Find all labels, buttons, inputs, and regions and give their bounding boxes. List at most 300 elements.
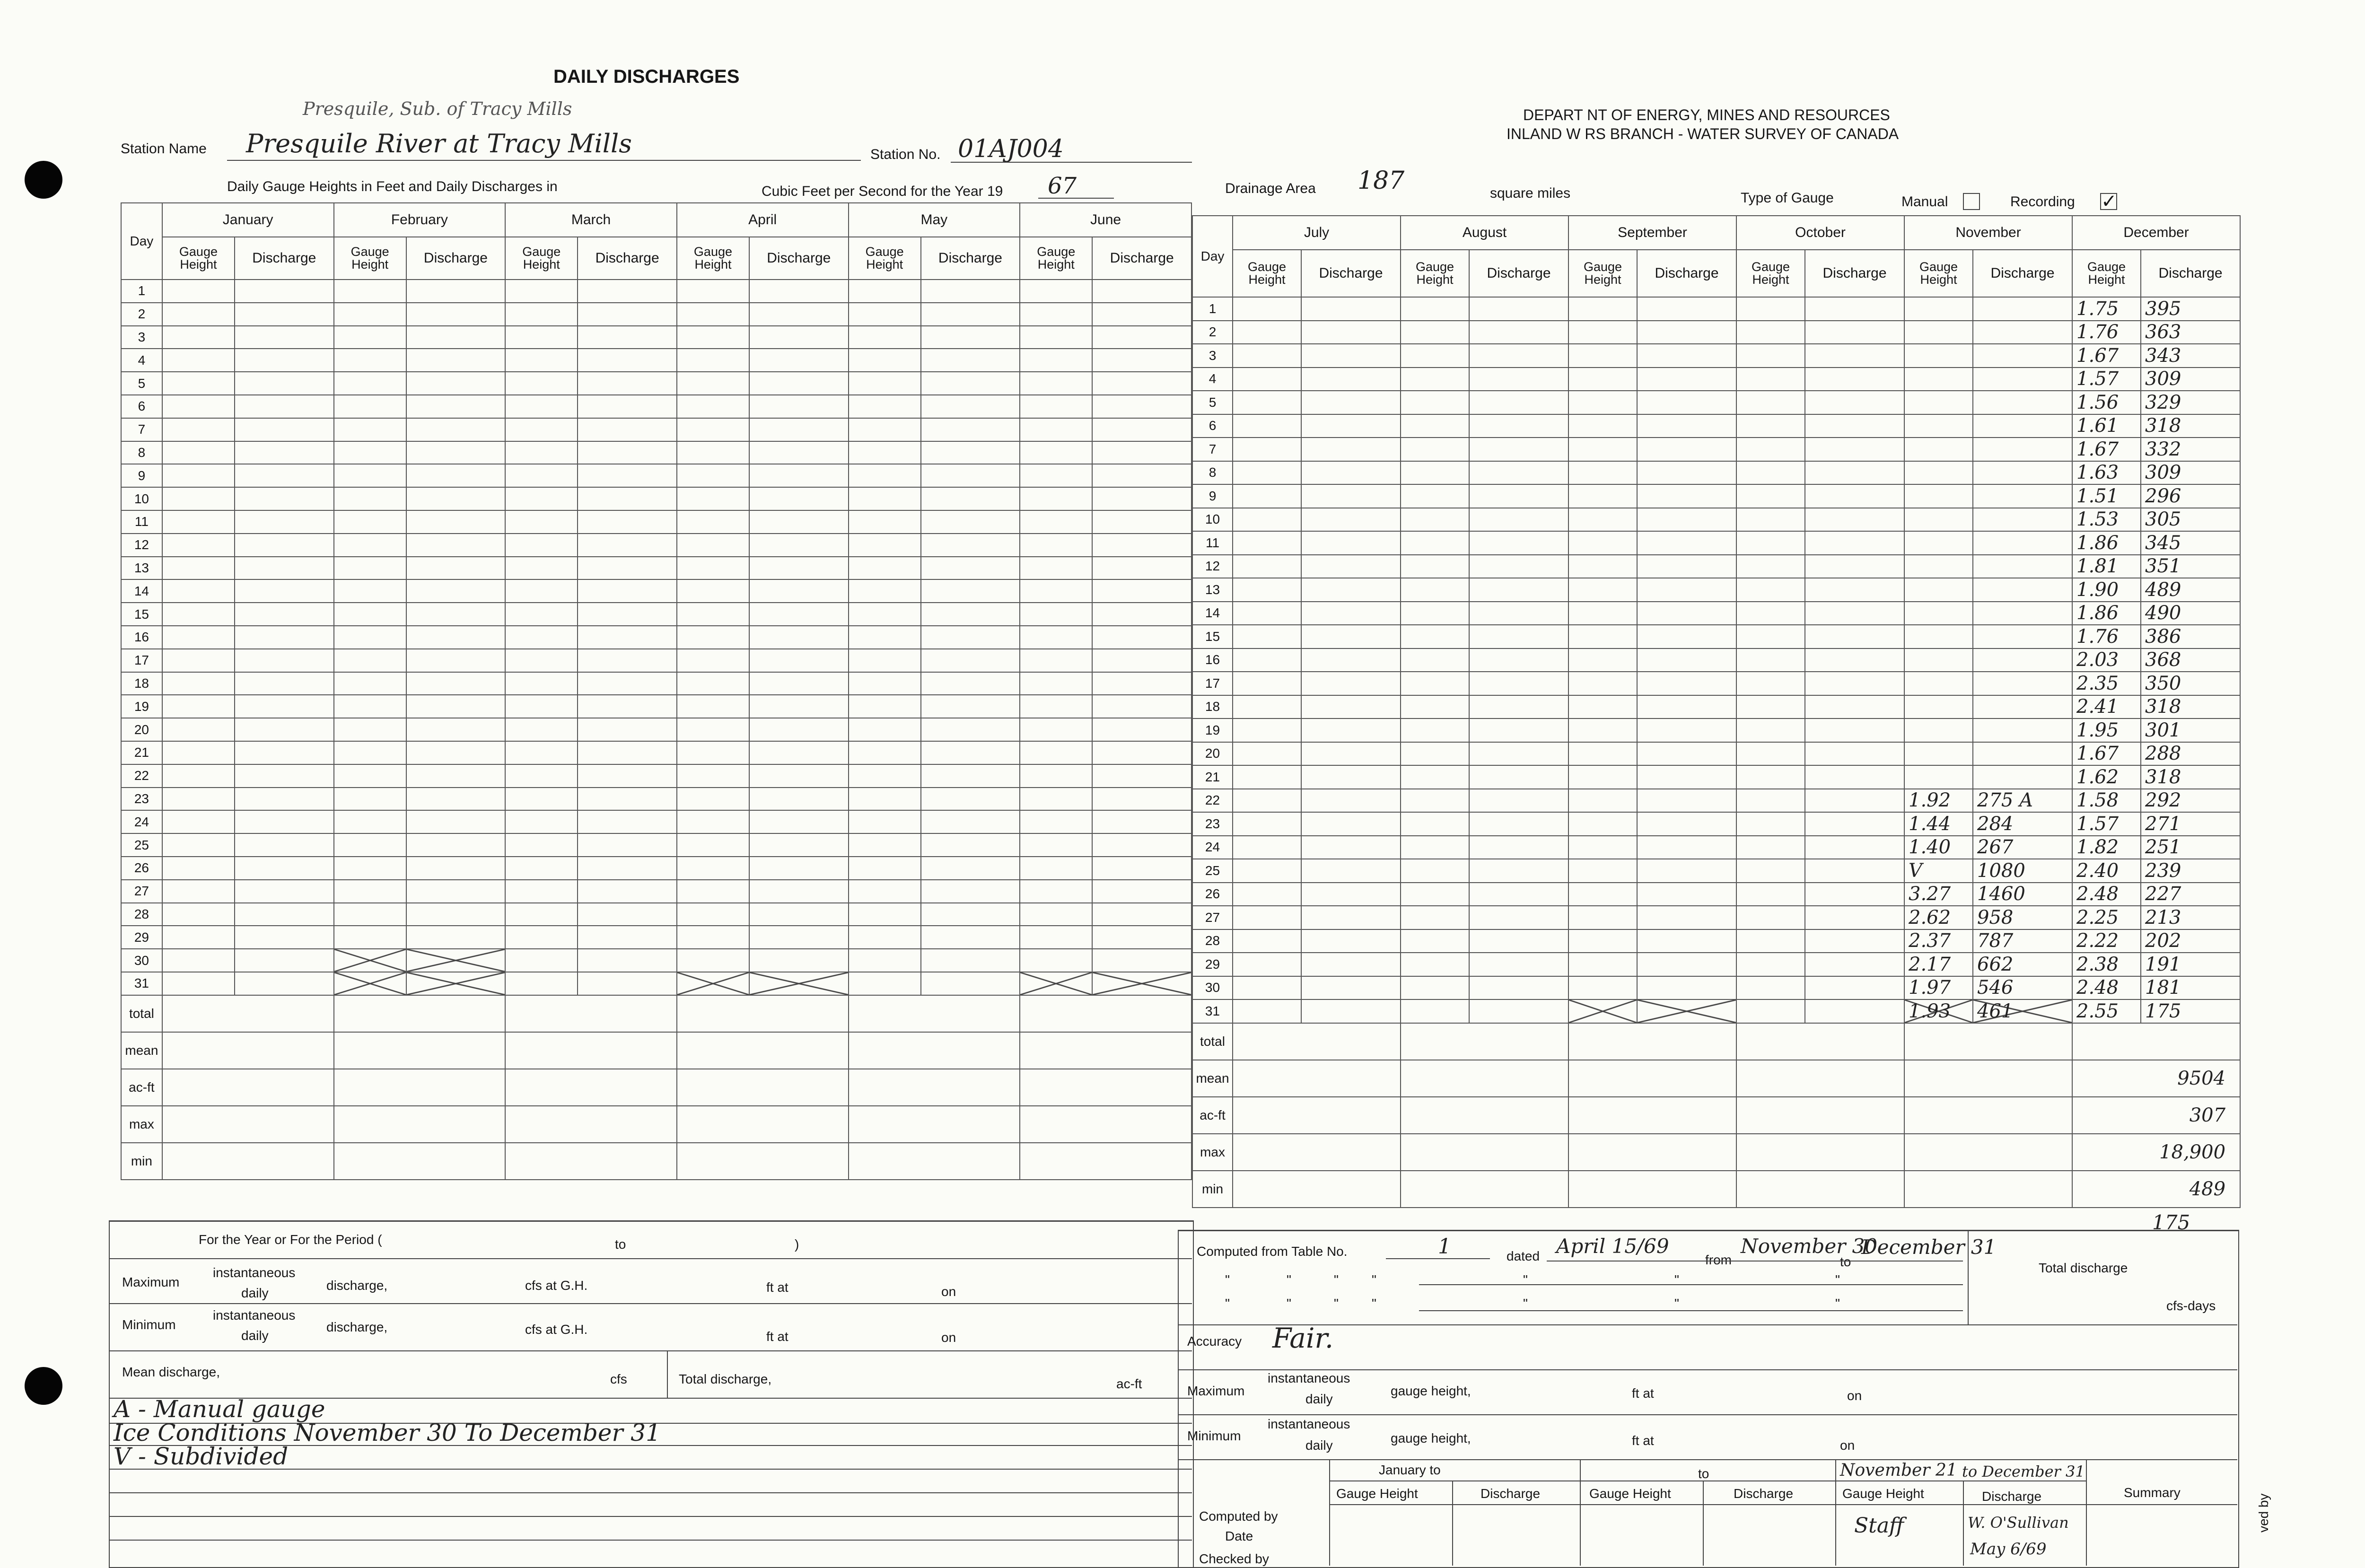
left-gauge-height-cell[interactable] — [1020, 579, 1092, 603]
right-discharge-cell[interactable] — [1469, 344, 1568, 368]
right-discharge-cell[interactable] — [1805, 929, 1904, 953]
right-gauge-height-cell[interactable] — [1233, 321, 1301, 344]
right-gauge-height-cell[interactable] — [1736, 929, 1805, 953]
left-discharge-cell[interactable] — [578, 649, 676, 672]
left-discharge-cell[interactable] — [1092, 418, 1191, 441]
right-discharge-cell[interactable] — [1637, 953, 1736, 976]
left-gauge-height-cell[interactable] — [162, 857, 235, 880]
right-summary-cell[interactable] — [1904, 1023, 2072, 1060]
right-gauge-height-cell[interactable]: 2.38 — [2072, 953, 2141, 976]
left-discharge-cell[interactable] — [578, 626, 676, 649]
left-discharge-cell[interactable] — [235, 972, 333, 995]
right-gauge-height-cell[interactable]: 1.57 — [2072, 812, 2141, 836]
left-gauge-height-cell[interactable] — [1020, 903, 1092, 926]
right-discharge-cell[interactable] — [1301, 765, 1401, 789]
left-discharge-cell[interactable] — [749, 372, 848, 395]
right-gauge-height-cell[interactable]: 2.35 — [2072, 672, 2141, 695]
right-discharge-cell[interactable] — [1973, 321, 2072, 344]
left-gauge-height-cell[interactable] — [849, 695, 921, 718]
left-gauge-height-cell[interactable] — [677, 557, 749, 580]
right-discharge-cell[interactable]: 318 — [2141, 695, 2240, 719]
left-discharge-cell[interactable] — [235, 487, 333, 510]
right-gauge-height-cell[interactable]: 1.86 — [2072, 531, 2141, 555]
left-discharge-cell[interactable] — [749, 326, 848, 349]
right-discharge-cell[interactable]: 227 — [2141, 883, 2240, 906]
right-discharge-cell[interactable] — [1805, 906, 1904, 929]
right-discharge-cell[interactable] — [1805, 883, 1904, 906]
left-discharge-cell[interactable] — [1092, 557, 1191, 580]
right-summary-cell[interactable] — [1233, 1171, 1401, 1208]
right-discharge-cell[interactable]: 1080 — [1973, 859, 2072, 883]
left-discharge-cell[interactable] — [406, 487, 505, 510]
left-discharge-cell[interactable] — [749, 741, 848, 764]
left-discharge-cell[interactable] — [235, 303, 333, 326]
right-gauge-height-cell[interactable] — [1568, 414, 1637, 438]
left-discharge-cell[interactable] — [1092, 741, 1191, 764]
left-discharge-cell[interactable] — [406, 349, 505, 372]
right-gauge-height-cell[interactable] — [1904, 344, 1973, 368]
left-gauge-height-cell[interactable] — [1020, 349, 1092, 372]
right-summary-cell[interactable] — [1233, 1097, 1401, 1134]
left-discharge-cell[interactable] — [1092, 510, 1191, 534]
left-discharge-cell[interactable] — [921, 810, 1020, 833]
right-gauge-height-cell[interactable]: 1.62 — [2072, 765, 2141, 789]
left-gauge-height-cell[interactable] — [505, 857, 578, 880]
right-discharge-cell[interactable] — [1637, 836, 1736, 859]
left-discharge-cell[interactable] — [921, 579, 1020, 603]
left-discharge-cell[interactable] — [749, 764, 848, 788]
left-gauge-height-cell[interactable] — [505, 534, 578, 557]
right-gauge-height-cell[interactable] — [1233, 414, 1301, 438]
right-gauge-height-cell[interactable]: 1.81 — [2072, 555, 2141, 578]
right-discharge-cell[interactable] — [1805, 976, 1904, 1000]
right-gauge-height-cell[interactable] — [1904, 368, 1973, 391]
left-discharge-cell[interactable] — [578, 579, 676, 603]
right-discharge-cell[interactable] — [1301, 695, 1401, 719]
right-discharge-cell[interactable] — [1805, 438, 1904, 461]
left-discharge-cell[interactable] — [1092, 372, 1191, 395]
right-gauge-height-cell[interactable] — [1736, 484, 1805, 508]
left-summary-cell[interactable] — [1020, 995, 1191, 1032]
right-gauge-height-cell[interactable] — [1568, 812, 1637, 836]
right-gauge-height-cell[interactable] — [1736, 883, 1805, 906]
left-gauge-height-cell[interactable] — [505, 880, 578, 903]
left-gauge-height-cell[interactable] — [677, 672, 749, 695]
right-discharge-cell[interactable] — [1301, 953, 1401, 976]
right-gauge-height-cell[interactable] — [1736, 461, 1805, 485]
right-summary-cell[interactable] — [1568, 1134, 1736, 1171]
left-discharge-cell[interactable] — [578, 672, 676, 695]
left-discharge-cell[interactable] — [406, 372, 505, 395]
left-gauge-height-cell[interactable] — [1020, 418, 1092, 441]
left-discharge-cell[interactable] — [578, 833, 676, 857]
left-gauge-height-cell[interactable] — [505, 672, 578, 695]
left-gauge-height-cell[interactable] — [334, 626, 406, 649]
left-discharge-cell[interactable] — [921, 949, 1020, 972]
right-gauge-height-cell[interactable] — [1736, 672, 1805, 695]
right-discharge-cell[interactable] — [1301, 836, 1401, 859]
right-gauge-height-cell[interactable] — [1568, 789, 1637, 813]
right-discharge-cell[interactable] — [1301, 718, 1401, 742]
left-discharge-cell[interactable] — [1092, 695, 1191, 718]
left-discharge-cell[interactable] — [578, 949, 676, 972]
right-gauge-height-cell[interactable] — [1401, 695, 1469, 719]
left-discharge-cell[interactable] — [749, 695, 848, 718]
left-gauge-height-cell[interactable] — [677, 788, 749, 811]
left-discharge-cell[interactable] — [921, 718, 1020, 741]
right-discharge-cell[interactable]: 175 — [2141, 999, 2240, 1023]
right-discharge-cell[interactable]: 351 — [2141, 555, 2240, 578]
right-discharge-cell[interactable] — [1973, 414, 2072, 438]
right-gauge-height-cell[interactable] — [1736, 602, 1805, 625]
left-discharge-cell[interactable] — [1092, 349, 1191, 372]
right-discharge-cell[interactable] — [1805, 461, 1904, 485]
right-discharge-cell[interactable] — [1637, 578, 1736, 602]
right-summary-cell[interactable] — [1904, 1171, 2072, 1208]
right-gauge-height-cell[interactable]: 1.82 — [2072, 836, 2141, 859]
right-gauge-height-cell[interactable] — [1904, 625, 1973, 648]
left-gauge-height-cell[interactable] — [334, 441, 406, 464]
left-gauge-height-cell[interactable] — [505, 764, 578, 788]
right-summary-cell[interactable] — [1904, 1060, 2072, 1097]
left-discharge-cell[interactable] — [921, 510, 1020, 534]
right-discharge-cell[interactable]: 305 — [2141, 508, 2240, 532]
left-gauge-height-cell[interactable] — [1020, 626, 1092, 649]
right-discharge-cell[interactable] — [1637, 999, 1736, 1023]
right-discharge-cell[interactable] — [1469, 602, 1568, 625]
right-gauge-height-cell[interactable] — [1736, 695, 1805, 719]
left-discharge-cell[interactable] — [578, 441, 676, 464]
right-discharge-cell[interactable]: 386 — [2141, 625, 2240, 648]
left-discharge-cell[interactable] — [749, 788, 848, 811]
right-gauge-height-cell[interactable] — [1401, 368, 1469, 391]
right-discharge-cell[interactable]: 288 — [2141, 742, 2240, 766]
left-summary-cell[interactable] — [1020, 1069, 1191, 1106]
left-gauge-height-cell[interactable] — [162, 695, 235, 718]
right-gauge-height-cell[interactable]: 2.40 — [2072, 859, 2141, 883]
left-discharge-cell[interactable] — [235, 603, 333, 626]
left-discharge-cell[interactable] — [578, 741, 676, 764]
left-gauge-height-cell[interactable] — [505, 695, 578, 718]
right-gauge-height-cell[interactable] — [1736, 344, 1805, 368]
right-discharge-cell[interactable] — [1301, 742, 1401, 766]
right-gauge-height-cell[interactable] — [1736, 414, 1805, 438]
right-gauge-height-cell[interactable] — [1736, 859, 1805, 883]
left-discharge-cell[interactable] — [578, 487, 676, 510]
right-gauge-height-cell[interactable] — [1568, 344, 1637, 368]
right-discharge-cell[interactable] — [1637, 695, 1736, 719]
right-gauge-height-cell[interactable] — [1736, 531, 1805, 555]
right-gauge-height-cell[interactable] — [1233, 906, 1301, 929]
right-discharge-cell[interactable] — [1301, 999, 1401, 1023]
left-discharge-cell[interactable] — [1092, 880, 1191, 903]
left-gauge-height-cell[interactable] — [1020, 764, 1092, 788]
right-summary-cell[interactable] — [1736, 1097, 1904, 1134]
left-discharge-cell[interactable] — [406, 534, 505, 557]
left-gauge-height-cell[interactable] — [1020, 833, 1092, 857]
right-discharge-cell[interactable] — [1301, 789, 1401, 813]
right-discharge-cell[interactable] — [1805, 555, 1904, 578]
right-gauge-height-cell[interactable] — [1401, 414, 1469, 438]
right-discharge-cell[interactable] — [1805, 531, 1904, 555]
right-gauge-height-cell[interactable] — [1736, 555, 1805, 578]
right-discharge-cell[interactable] — [1973, 484, 2072, 508]
right-gauge-height-cell[interactable]: 2.37 — [1904, 929, 1973, 953]
right-gauge-height-cell[interactable] — [1568, 906, 1637, 929]
left-summary-cell[interactable] — [162, 1032, 334, 1069]
right-gauge-height-cell[interactable] — [1568, 836, 1637, 859]
left-discharge-cell[interactable] — [406, 695, 505, 718]
left-gauge-height-cell[interactable] — [849, 487, 921, 510]
left-gauge-height-cell[interactable] — [334, 949, 406, 972]
right-discharge-cell[interactable] — [1637, 906, 1736, 929]
right-gauge-height-cell[interactable]: 1.86 — [2072, 602, 2141, 625]
right-discharge-cell[interactable] — [1469, 484, 1568, 508]
right-discharge-cell[interactable] — [1805, 625, 1904, 648]
left-gauge-height-cell[interactable] — [334, 603, 406, 626]
right-discharge-cell[interactable] — [1637, 625, 1736, 648]
right-gauge-height-cell[interactable] — [1233, 461, 1301, 485]
left-discharge-cell[interactable] — [235, 372, 333, 395]
right-discharge-cell[interactable]: 1460 — [1973, 883, 2072, 906]
right-discharge-cell[interactable] — [1973, 672, 2072, 695]
left-gauge-height-cell[interactable] — [1020, 326, 1092, 349]
right-discharge-cell[interactable]: 318 — [2141, 414, 2240, 438]
left-summary-cell[interactable] — [677, 1143, 849, 1180]
left-discharge-cell[interactable] — [1092, 395, 1191, 418]
left-gauge-height-cell[interactable] — [505, 303, 578, 326]
left-summary-cell[interactable] — [334, 1106, 506, 1143]
right-discharge-cell[interactable]: 213 — [2141, 906, 2240, 929]
right-discharge-cell[interactable] — [1637, 391, 1736, 414]
right-discharge-cell[interactable] — [1973, 578, 2072, 602]
right-gauge-height-cell[interactable] — [1736, 765, 1805, 789]
right-gauge-height-cell[interactable]: 1.76 — [2072, 625, 2141, 648]
left-gauge-height-cell[interactable] — [1020, 741, 1092, 764]
left-discharge-cell[interactable] — [578, 349, 676, 372]
left-gauge-height-cell[interactable] — [505, 603, 578, 626]
right-discharge-cell[interactable] — [1301, 812, 1401, 836]
left-discharge-cell[interactable] — [406, 464, 505, 487]
left-discharge-cell[interactable] — [1092, 764, 1191, 788]
right-gauge-height-cell[interactable] — [1736, 836, 1805, 859]
left-gauge-height-cell[interactable] — [677, 626, 749, 649]
right-discharge-cell[interactable] — [1637, 718, 1736, 742]
left-discharge-cell[interactable] — [1092, 441, 1191, 464]
left-gauge-height-cell[interactable] — [334, 833, 406, 857]
left-gauge-height-cell[interactable] — [334, 349, 406, 372]
left-gauge-height-cell[interactable] — [162, 349, 235, 372]
left-discharge-cell[interactable] — [921, 972, 1020, 995]
left-gauge-height-cell[interactable] — [505, 903, 578, 926]
left-gauge-height-cell[interactable] — [162, 764, 235, 788]
right-gauge-height-cell[interactable]: 1.51 — [2072, 484, 2141, 508]
right-discharge-cell[interactable] — [1805, 578, 1904, 602]
right-discharge-cell[interactable] — [1973, 555, 2072, 578]
left-discharge-cell[interactable] — [749, 949, 848, 972]
right-summary-cell[interactable]: 307 — [2072, 1097, 2240, 1134]
left-discharge-cell[interactable] — [921, 372, 1020, 395]
right-gauge-height-cell[interactable] — [1904, 578, 1973, 602]
left-discharge-cell[interactable] — [235, 326, 333, 349]
left-gauge-height-cell[interactable] — [505, 741, 578, 764]
right-discharge-cell[interactable] — [1805, 953, 1904, 976]
right-gauge-height-cell[interactable] — [1568, 508, 1637, 532]
left-gauge-height-cell[interactable] — [334, 395, 406, 418]
left-gauge-height-cell[interactable] — [334, 487, 406, 510]
right-discharge-cell[interactable] — [1469, 883, 1568, 906]
right-discharge-cell[interactable] — [1301, 976, 1401, 1000]
left-gauge-height-cell[interactable] — [1020, 949, 1092, 972]
left-discharge-cell[interactable] — [921, 326, 1020, 349]
right-discharge-cell[interactable] — [1469, 742, 1568, 766]
right-gauge-height-cell[interactable] — [1233, 625, 1301, 648]
right-discharge-cell[interactable]: 662 — [1973, 953, 2072, 976]
left-gauge-height-cell[interactable] — [162, 510, 235, 534]
right-gauge-height-cell[interactable] — [1233, 859, 1301, 883]
right-summary-cell[interactable] — [1568, 1023, 1736, 1060]
left-gauge-height-cell[interactable] — [1020, 487, 1092, 510]
right-discharge-cell[interactable] — [1469, 297, 1568, 321]
left-discharge-cell[interactable] — [406, 672, 505, 695]
right-gauge-height-cell[interactable]: 1.93 — [1904, 999, 1973, 1023]
left-gauge-height-cell[interactable] — [849, 326, 921, 349]
left-gauge-height-cell[interactable] — [849, 349, 921, 372]
right-summary-cell[interactable] — [1401, 1023, 1568, 1060]
left-discharge-cell[interactable] — [921, 764, 1020, 788]
left-gauge-height-cell[interactable] — [849, 649, 921, 672]
right-gauge-height-cell[interactable] — [1401, 321, 1469, 344]
right-gauge-height-cell[interactable] — [1568, 531, 1637, 555]
left-gauge-height-cell[interactable] — [849, 788, 921, 811]
left-summary-cell[interactable] — [849, 995, 1020, 1032]
left-summary-cell[interactable] — [334, 1069, 506, 1106]
right-gauge-height-cell[interactable] — [1736, 438, 1805, 461]
left-gauge-height-cell[interactable] — [334, 534, 406, 557]
left-gauge-height-cell[interactable] — [1020, 672, 1092, 695]
left-discharge-cell[interactable] — [406, 303, 505, 326]
left-discharge-cell[interactable] — [749, 926, 848, 949]
right-discharge-cell[interactable]: 191 — [2141, 953, 2240, 976]
right-gauge-height-cell[interactable] — [1904, 555, 1973, 578]
left-discharge-cell[interactable] — [749, 349, 848, 372]
left-gauge-height-cell[interactable] — [505, 510, 578, 534]
right-discharge-cell[interactable]: 958 — [1973, 906, 2072, 929]
left-discharge-cell[interactable] — [1092, 810, 1191, 833]
left-discharge-cell[interactable] — [406, 741, 505, 764]
left-discharge-cell[interactable] — [578, 603, 676, 626]
right-gauge-height-cell[interactable] — [1568, 742, 1637, 766]
right-gauge-height-cell[interactable] — [1736, 297, 1805, 321]
right-gauge-height-cell[interactable]: 1.67 — [2072, 438, 2141, 461]
right-discharge-cell[interactable] — [1637, 321, 1736, 344]
left-gauge-height-cell[interactable] — [1020, 441, 1092, 464]
left-discharge-cell[interactable] — [1092, 534, 1191, 557]
left-gauge-height-cell[interactable] — [677, 349, 749, 372]
right-discharge-cell[interactable] — [1973, 508, 2072, 532]
right-discharge-cell[interactable] — [1805, 344, 1904, 368]
left-gauge-height-cell[interactable] — [505, 626, 578, 649]
right-discharge-cell[interactable] — [1301, 297, 1401, 321]
right-gauge-height-cell[interactable] — [1904, 718, 1973, 742]
left-gauge-height-cell[interactable] — [334, 557, 406, 580]
right-gauge-height-cell[interactable] — [1568, 484, 1637, 508]
right-discharge-cell[interactable]: 490 — [2141, 602, 2240, 625]
right-gauge-height-cell[interactable]: 1.97 — [1904, 976, 1973, 1000]
left-discharge-cell[interactable] — [235, 949, 333, 972]
left-gauge-height-cell[interactable] — [1020, 510, 1092, 534]
left-discharge-cell[interactable] — [1092, 280, 1191, 303]
left-discharge-cell[interactable] — [406, 603, 505, 626]
right-gauge-height-cell[interactable]: 2.55 — [2072, 999, 2141, 1023]
left-discharge-cell[interactable] — [1092, 649, 1191, 672]
right-discharge-cell[interactable] — [1469, 812, 1568, 836]
left-gauge-height-cell[interactable] — [677, 395, 749, 418]
right-gauge-height-cell[interactable] — [1233, 789, 1301, 813]
right-summary-cell[interactable] — [2072, 1023, 2240, 1060]
left-discharge-cell[interactable] — [578, 557, 676, 580]
right-discharge-cell[interactable] — [1301, 625, 1401, 648]
left-discharge-cell[interactable] — [235, 880, 333, 903]
right-gauge-height-cell[interactable] — [1401, 578, 1469, 602]
right-discharge-cell[interactable] — [1637, 812, 1736, 836]
left-gauge-height-cell[interactable] — [334, 579, 406, 603]
right-discharge-cell[interactable] — [1469, 976, 1568, 1000]
right-summary-cell[interactable] — [1904, 1134, 2072, 1171]
right-discharge-cell[interactable] — [1301, 438, 1401, 461]
right-gauge-height-cell[interactable]: 1.61 — [2072, 414, 2141, 438]
right-gauge-height-cell[interactable] — [1904, 461, 1973, 485]
right-gauge-height-cell[interactable]: V — [1904, 859, 1973, 883]
left-discharge-cell[interactable] — [406, 788, 505, 811]
right-gauge-height-cell[interactable] — [1736, 953, 1805, 976]
right-discharge-cell[interactable] — [1637, 672, 1736, 695]
left-discharge-cell[interactable] — [578, 880, 676, 903]
left-gauge-height-cell[interactable] — [162, 810, 235, 833]
right-gauge-height-cell[interactable] — [1736, 368, 1805, 391]
right-discharge-cell[interactable] — [1973, 344, 2072, 368]
right-gauge-height-cell[interactable]: 1.53 — [2072, 508, 2141, 532]
right-discharge-cell[interactable] — [1805, 414, 1904, 438]
right-discharge-cell[interactable]: 239 — [2141, 859, 2240, 883]
right-gauge-height-cell[interactable] — [1904, 484, 1973, 508]
left-gauge-height-cell[interactable] — [334, 903, 406, 926]
right-discharge-cell[interactable]: 368 — [2141, 648, 2240, 672]
left-gauge-height-cell[interactable] — [505, 949, 578, 972]
left-gauge-height-cell[interactable] — [849, 372, 921, 395]
left-discharge-cell[interactable] — [1092, 718, 1191, 741]
right-gauge-height-cell[interactable] — [1568, 321, 1637, 344]
right-gauge-height-cell[interactable] — [1736, 976, 1805, 1000]
right-summary-cell[interactable]: 9504 — [2072, 1060, 2240, 1097]
left-gauge-height-cell[interactable] — [505, 833, 578, 857]
right-discharge-cell[interactable] — [1469, 414, 1568, 438]
right-gauge-height-cell[interactable] — [1401, 789, 1469, 813]
right-discharge-cell[interactable] — [1637, 344, 1736, 368]
right-discharge-cell[interactable] — [1973, 368, 2072, 391]
left-discharge-cell[interactable] — [749, 972, 848, 995]
left-gauge-height-cell[interactable] — [1020, 280, 1092, 303]
right-gauge-height-cell[interactable]: 2.25 — [2072, 906, 2141, 929]
right-discharge-cell[interactable] — [1973, 531, 2072, 555]
left-gauge-height-cell[interactable] — [677, 949, 749, 972]
left-gauge-height-cell[interactable] — [162, 534, 235, 557]
left-discharge-cell[interactable] — [749, 303, 848, 326]
right-gauge-height-cell[interactable] — [1904, 648, 1973, 672]
left-summary-cell[interactable] — [505, 1032, 677, 1069]
right-discharge-cell[interactable]: 546 — [1973, 976, 2072, 1000]
left-discharge-cell[interactable] — [578, 695, 676, 718]
